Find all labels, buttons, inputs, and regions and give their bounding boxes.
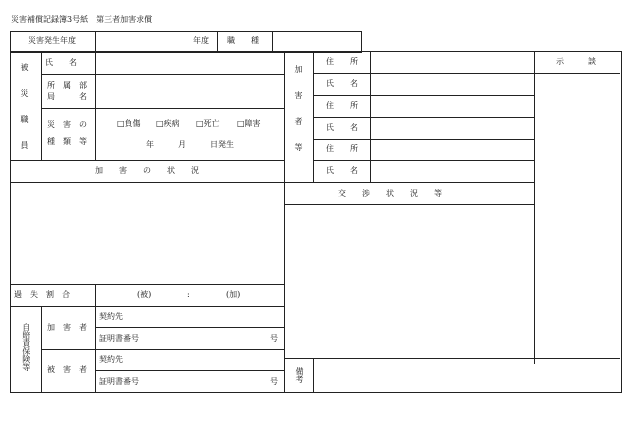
perp-contract-field[interactable] <box>130 307 283 326</box>
damage-status-field[interactable] <box>11 183 283 283</box>
checkbox-disability[interactable]: □障害 <box>237 119 261 128</box>
fault-victim-part: (被) <box>137 290 152 299</box>
victim-cert-field[interactable] <box>145 371 265 391</box>
perp-name-3: 氏 名 <box>326 166 358 175</box>
remarks-field[interactable] <box>314 359 619 391</box>
insurance-perp-label: 加 害 者 <box>47 323 87 332</box>
negotiation-field[interactable] <box>285 205 533 358</box>
perp-address-1-field[interactable] <box>371 52 533 72</box>
fault-perp-part: (加) <box>226 290 241 299</box>
form-title: 災害補償記録簿3号紙 第三者加害求償 <box>11 15 153 24</box>
negotiation-label: 交 渉 状 況 等 <box>338 189 442 198</box>
remarks-label: 備考 <box>295 367 304 383</box>
year-field[interactable] <box>96 32 190 51</box>
damage-status-label: 加 害 の 状 況 <box>95 166 199 175</box>
occur-date: 年 月 日発生 <box>146 140 234 149</box>
perp-address-1: 住 所 <box>326 57 358 66</box>
perp-contract-label: 契約先 <box>99 312 123 321</box>
perp-address-2: 住 所 <box>326 101 358 110</box>
settlement-field[interactable] <box>535 74 619 363</box>
perp-cert-suffix: 号 <box>270 334 278 343</box>
victim-contract-label: 契約先 <box>99 355 123 364</box>
victim-dept-field[interactable] <box>96 75 283 107</box>
settlement-label: 示 談 <box>556 57 596 66</box>
victim-cert-suffix: 号 <box>270 377 278 386</box>
insurance-group-label: 自賠責保険等 <box>21 323 31 371</box>
perp-address-3-field[interactable] <box>371 140 533 159</box>
job-field[interactable] <box>273 32 359 51</box>
year-label: 災害発生年度 <box>28 36 76 45</box>
perp-cert-label: 証明書番号 <box>99 334 139 343</box>
fault-ratio-label: 過 失 割 合 <box>14 290 70 299</box>
victim-group-label: 被災職員 <box>20 63 29 167</box>
disaster-label-2: 種 類 等 <box>47 137 87 146</box>
perp-address-2-field[interactable] <box>371 96 533 116</box>
victim-cert-label: 証明書番号 <box>99 377 139 386</box>
perp-address-3: 住 所 <box>326 144 358 153</box>
checkbox-injury[interactable]: □負傷 <box>117 119 141 128</box>
victim-name-label: 氏 名 <box>45 58 77 67</box>
job-label: 職 種 <box>227 36 259 45</box>
dept-label-1: 所 属 部 <box>47 81 87 90</box>
disaster-label-1: 災 害 の <box>47 120 87 129</box>
fault-colon: : <box>187 290 190 299</box>
perp-name-2: 氏 名 <box>326 123 358 132</box>
perp-name-1-field[interactable] <box>371 74 533 94</box>
perpetrator-group-label: 加害者等 <box>294 65 303 169</box>
victim-name-field[interactable] <box>96 52 283 73</box>
insurance-victim-label: 被 害 者 <box>47 365 87 374</box>
checkbox-death[interactable]: □死亡 <box>196 119 220 128</box>
perp-name-2-field[interactable] <box>371 118 533 138</box>
perp-cert-field[interactable] <box>145 328 265 348</box>
perp-name-1: 氏 名 <box>326 79 358 88</box>
perp-name-3-field[interactable] <box>371 161 533 181</box>
year-unit: 年度 <box>193 36 209 45</box>
victim-contract-field[interactable] <box>130 350 283 369</box>
checkbox-illness[interactable]: □疾病 <box>156 119 180 128</box>
dept-label-2: 局 名 <box>47 92 87 101</box>
